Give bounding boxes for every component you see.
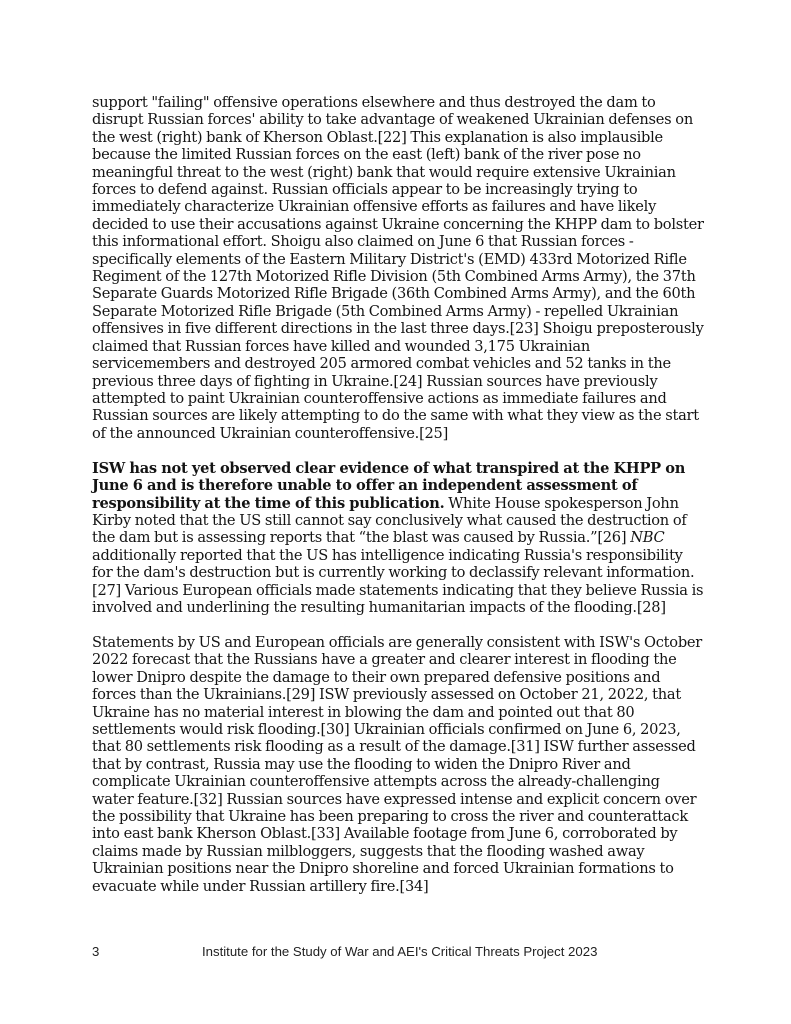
paragraph-2-text-b: additionally reported that the US has intelligence indicating Russia's responsibility for the dam's destruction but is currently working to declassify relevant information.[27] Various European officials made statements indicating that they believe Russia is involved and underlining the resulting humanitarian impacts of the flooding.[28] <box>92 546 704 616</box>
paragraph-2-text-a: White House spokesperson John Kirby noted that the US still cannot say conclusively what caused the destruction of the dam but is assessing reports that “the blast was caused by Russia.”[26] <box>92 494 687 547</box>
paragraph-2-lead: ISW has not yet observed clear evidence of what transpired at the KHPP on June 6 and is therefore unable to offer an independent assessment of responsibility at the time of this publication. <box>92 459 686 512</box>
paragraph-1-text: support "failing" offensive operations elsewhere and thus destroyed the dam to disrupt Russian forces' ability to take advantage of weakened Ukrainian defenses on the west (right) bank of Kherson Oblast.[22] This explanation is also implausible because the limited Russian forces on the east (left) bank of the river pose no meaningful threat to the west (right) bank that would require extensive Ukrainian forces to defend against. Russian officials appear to be increasingly trying to immediately characterize Ukrainian offensive efforts as failures and have likely decided to use their accusations against Ukraine concerning the KHPP dam to bolster this informational effort. Shoigu also claimed on June 6 that Russian forces - specifically elements of the Eastern Military District's (EMD) 433rd Motorized Rifle Regiment of the 127th Motorized Rifle Division (5th Combined Arms Army), the 37th Separate Guards Motorized Rifle Brigade (36th Combined Arms Army), and the 60th Separate Motorized Rifle Brigade (5th Combined Arms Army) - repelled Ukrainian offensives in five different directions in the last three days.[23] Shoigu preposterously claimed that Russian forces have killed and wounded 3,175 Ukrainian servicemembers and destroyed 205 armored combat vehicles and 52 tanks in the previous three days of fighting in Ukraine.[24] Russian sources have previously attempted to paint Ukrainian counteroffensive actions as immediate failures and Russian sources are likely attempting to do the same with what they view as the start of the announced Ukrainian counteroffensive.[25] <box>92 94 704 442</box>
paragraph-2-nbc: NBC <box>630 529 665 547</box>
paragraph-2 <box>92 460 704 617</box>
paragraph-3 <box>92 634 704 895</box>
report-body <box>92 94 704 913</box>
paragraph-3-text: Statements by US and European officials are generally consistent with ISW's October 2022 forecast that the Russians have a greater and clearer interest in flooding the lower Dnipro despite the damage to their own prepared defensive positions and forces than the Ukrainians.[29] ISW previously assessed on October 21, 2022, that Ukraine has no material interest in blowing the dam and pointed out that 80 settlements would risk flooding.[30] Ukrainian officials confirmed on June 6, 2023, that 80 settlements risk flooding as a result of the damage.[31] ISW further assessed that by contrast, Russia may use the flooding to widen the Dnipro River and complicate Ukrainian counteroffensive attempts across the already-challenging water feature.[32] Russian sources have expressed intense and explicit concern over the possibility that Ukraine has been preparing to cross the river and counterattack into east bank Kherson Oblast.[33] Available footage from June 6, corroborated by claims made by Russian milbloggers, suggests that the flooding washed away Ukrainian positions near the Dnipro shoreline and forced Ukrainian formations to evacuate while under Russian artillery fire.[34] <box>92 633 703 895</box>
footer-title: Institute for the Study of War and AEI's Critical Threats Project 2023 <box>202 944 598 959</box>
paragraph-1 <box>92 94 704 442</box>
page-number: 3 <box>92 944 100 959</box>
